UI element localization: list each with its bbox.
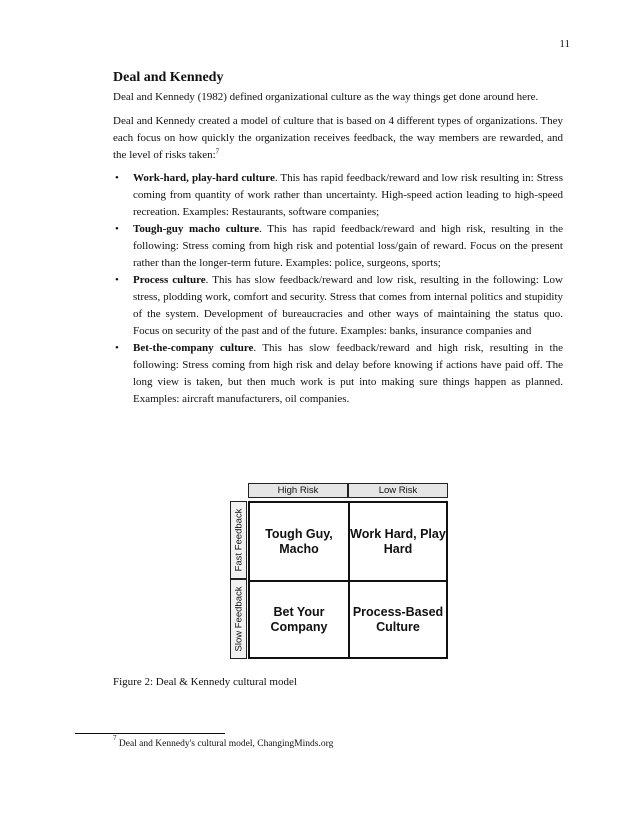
list-item-term: Bet-the-company culture <box>133 342 254 354</box>
cell-bet-your-company <box>250 582 348 657</box>
footnote-ref: 7 <box>215 147 220 156</box>
list-item <box>113 170 563 221</box>
matrix-grid <box>248 501 448 659</box>
list-item-text: . This has rapid feedback/reward and high risk, resulting in the following: Stress coming from high risk and potential loss/gain of reward. Focus on the present rather than the longer-term future. Examples: police, surgeons, sports; <box>133 223 563 269</box>
figure-caption: Figure 2: Deal & Kennedy cultural model <box>113 676 297 688</box>
list-item-text: . This has slow feedback/reward and low risk, resulting in the following: Low stress, plodding work, comfort and security. Stress that comes from internal politics and stupidity of the system. Development of bureaucracies and other ways of maintaining the status quo. Focus on security of the past and of the future. Examples: banks, insurance companies and <box>133 274 563 337</box>
culture-list <box>113 170 563 408</box>
main-content <box>113 70 563 408</box>
footnote-number: 7 <box>113 733 117 742</box>
column-header-high-risk: High Risk <box>248 483 348 498</box>
cell-label: Tough Guy, Macho <box>265 526 333 556</box>
list-item <box>113 272 563 340</box>
bullet-icon: • <box>115 172 119 184</box>
footnote-divider <box>75 733 225 734</box>
cell-label: Process-Based Culture <box>352 604 444 634</box>
row-header-fast-feedback <box>230 501 247 579</box>
cell-process-based-culture <box>350 582 446 657</box>
section-heading: Deal and Kennedy <box>113 70 224 85</box>
culture-matrix-figure <box>230 483 463 659</box>
row-header-fast-label: Fast Feedback <box>233 508 244 572</box>
cell-work-hard-play-hard <box>350 503 446 580</box>
footnote-text: Deal and Kennedy's cultural model, ChangingMinds.org <box>118 739 334 749</box>
cell-label: Work Hard, Play Hard <box>350 526 446 556</box>
cell-tough-guy-macho <box>250 503 348 580</box>
row-header-slow-feedback <box>230 579 247 659</box>
row-header-slow-label: Slow Feedback <box>233 586 244 652</box>
page-number: 11 <box>559 38 570 50</box>
list-item-term: Work-hard, play-hard culture <box>133 172 275 184</box>
intro-paragraph: Deal and Kennedy (1982) defined organizational culture as the way things get done around here. <box>113 91 539 103</box>
list-item <box>113 340 563 408</box>
column-header-low-risk: Low Risk <box>348 483 448 498</box>
bullet-icon: • <box>115 223 119 235</box>
footnote <box>113 733 334 749</box>
cell-label: Bet Your Company <box>270 604 328 634</box>
list-item <box>113 221 563 272</box>
bullet-icon: • <box>115 274 119 286</box>
model-paragraph <box>113 113 563 164</box>
list-item-term: Process culture <box>133 274 206 286</box>
model-paragraph-text: Deal and Kennedy created a model of culture that is based on 4 different types of organizations. They each focus on how quickly the organization receives feedback, the way members are rewarded, and the level of risks taken: <box>113 115 563 161</box>
list-item-term: Tough-guy macho culture <box>133 223 260 235</box>
list-item-text: . This has rapid feedback/reward and low risk resulting in: Stress coming from quantity of work rather than uncertainty. High-speed action leading to high-speed recreation. Examples: Restaurants, software companies; <box>133 172 563 218</box>
bullet-icon: • <box>115 342 119 354</box>
list-item-text: . This has slow feedback/reward and high risk, resulting in the following: Stress coming from high risk and delay before knowing if actions have paid off. The long view is taken, but then much work is put into making sure things happen as planned. Examples: aircraft manufacturers, oil companies. <box>133 342 563 405</box>
